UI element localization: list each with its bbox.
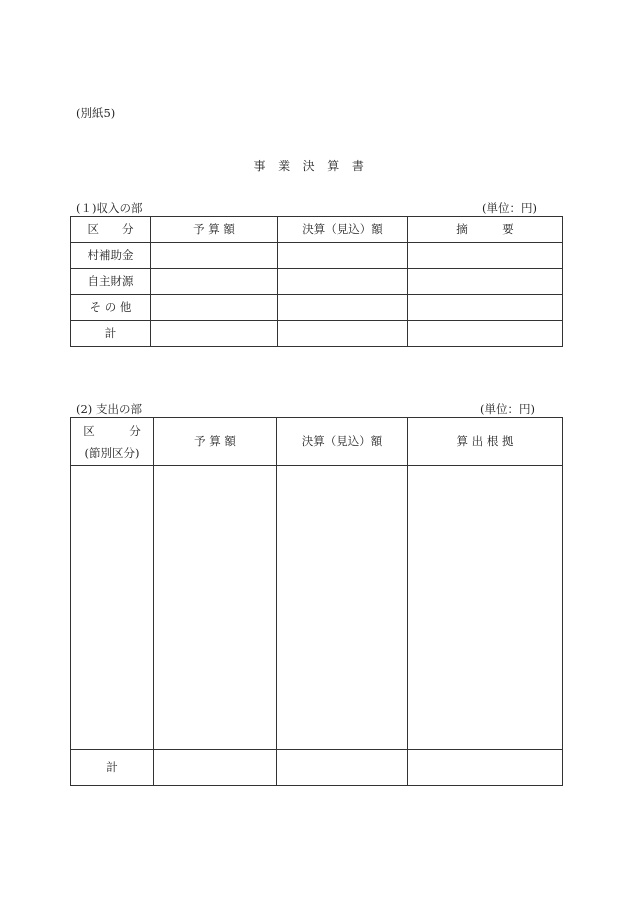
income-row-total — [71, 321, 563, 347]
document-title-text: 事業決算書 — [253, 159, 377, 173]
income-unit-label: (単位：円) — [482, 201, 537, 215]
income-header-remarks: 摘 要 — [408, 217, 563, 243]
income-row-label: 計 — [71, 321, 151, 347]
expense-section-label: (2) 支出の部 — [76, 402, 142, 416]
income-row-other — [71, 295, 563, 321]
income-row-label: 村補助金 — [71, 243, 151, 269]
income-header-settlement: 決算（見込）額 — [278, 217, 408, 243]
income-row-label: 自主財源 — [71, 269, 151, 295]
expense-total-row — [71, 750, 563, 786]
expense-header-basis: 算 出 根 拠 — [408, 418, 563, 466]
income-cell-remarks — [408, 295, 563, 321]
expense-header-row — [71, 418, 563, 466]
income-cell-settlement — [278, 269, 408, 295]
expense-body-row — [71, 466, 563, 750]
expense-table — [70, 417, 563, 786]
income-cell-budget — [151, 269, 278, 295]
expense-total-label: 計 — [71, 750, 154, 786]
expense-header-settlement: 決算（見込）額 — [277, 418, 408, 466]
document-title — [0, 155, 630, 174]
attachment-label: (別紙5) — [76, 106, 116, 120]
expense-header-category-line2: (節別区分) — [84, 445, 140, 460]
income-table — [70, 216, 563, 347]
income-cell-remarks — [408, 269, 563, 295]
income-cell-settlement — [278, 243, 408, 269]
expense-body-budget — [154, 466, 277, 750]
income-cell-settlement — [278, 295, 408, 321]
expense-total-settlement — [277, 750, 408, 786]
expense-body-basis — [408, 466, 563, 750]
expense-body-settlement — [277, 466, 408, 750]
expense-unit-label: (単位：円) — [480, 402, 535, 416]
income-cell-budget — [151, 243, 278, 269]
income-cell-budget — [151, 321, 278, 347]
expense-header-budget: 予 算 額 — [154, 418, 277, 466]
income-cell-budget — [151, 295, 278, 321]
expense-total-budget — [154, 750, 277, 786]
income-section-label: (１)収入の部 — [76, 201, 143, 215]
expense-body-category — [71, 466, 154, 750]
income-cell-settlement — [278, 321, 408, 347]
expense-total-basis — [408, 750, 563, 786]
income-header-row — [71, 217, 563, 243]
income-header-budget: 予 算 額 — [151, 217, 278, 243]
expense-header-category — [71, 418, 154, 466]
income-cell-remarks — [408, 243, 563, 269]
income-row-village-subsidy — [71, 243, 563, 269]
expense-header-category-line1: 区 分 — [83, 423, 141, 438]
income-row-own-funds — [71, 269, 563, 295]
income-header-category: 区 分 — [71, 217, 151, 243]
income-cell-remarks — [408, 321, 563, 347]
income-row-label: そ の 他 — [71, 295, 151, 321]
